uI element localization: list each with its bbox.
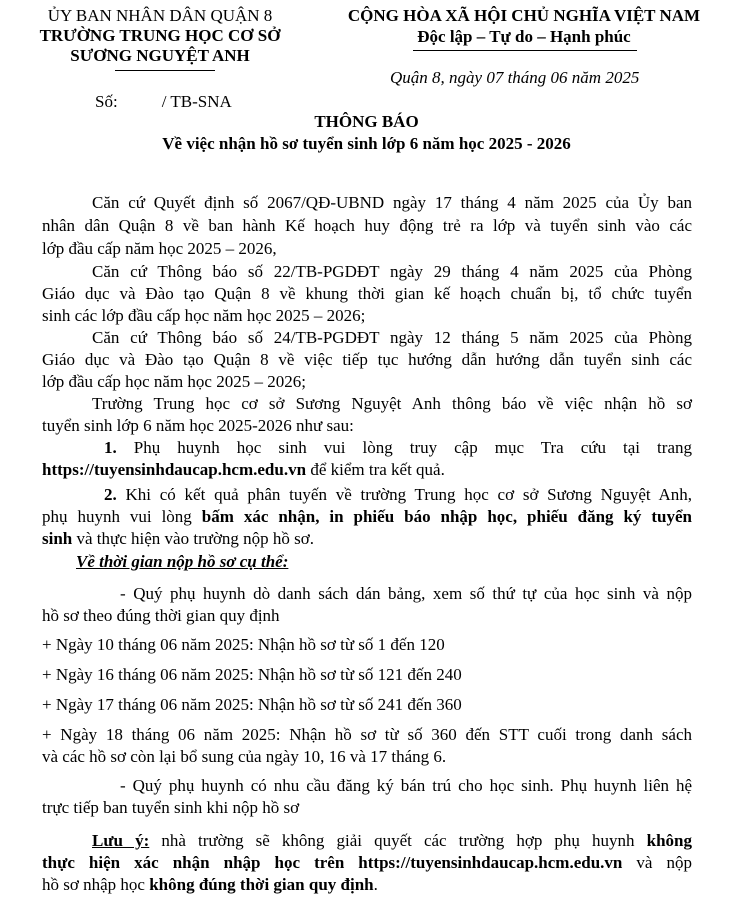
note-line-3-a: hồ sơ nhập học: [42, 875, 150, 894]
para-1-line-1: Căn cứ Quyết định số 2067/QĐ-UBND ngày 17 tháng 4 năm 2025 của Ủy ban: [92, 193, 692, 212]
doc-no-label: Số:: [95, 92, 118, 111]
notice-title: THÔNG BÁO: [314, 112, 419, 131]
item-2-text: Khi có kết quả phân tuyến về trường Trung học cơ sở Sương Nguyệt Anh,: [116, 485, 692, 504]
note-line-2-bold: thực hiện xác nhận nhập học trên https://tuyensinhdaucap.hcm.edu.vn: [42, 853, 623, 872]
item-2-line-3-a: và thực hiện vào trường nộp hồ sơ.: [72, 529, 315, 548]
item-1-number: 1.: [104, 438, 117, 457]
boarding-note-line-2: trực tiếp ban tuyển sinh khi nộp hồ sơ: [42, 798, 300, 817]
item-1-text: Phụ huynh học sinh vui lòng truy cập mục Tra cứu tại trang: [116, 438, 692, 457]
schedule-date-2: + Ngày 16 tháng 06 năm 2025: Nhận hồ sơ từ số 121 đến 240: [42, 665, 462, 684]
note-line-2-a: và nộp: [622, 853, 693, 872]
document-number: [95, 92, 232, 112]
item-2-line-3: [42, 528, 314, 549]
boarding-note-line-1: - Quý phụ huynh có nhu cầu đăng ký bán trú cho học sinh. Phụ huynh liên hệ: [120, 776, 692, 795]
item-1-line-2: [42, 459, 445, 480]
note-line-1: [92, 830, 692, 851]
org-line-3: SƯƠNG NGUYỆT ANH: [70, 46, 250, 65]
para-2-line-1: Căn cứ Thông báo số 22/TB-PGDĐT ngày 29 tháng 4 năm 2025 của Phòng: [92, 262, 692, 281]
item-2-line-2-bold: bấm xác nhận, in phiếu báo nhập học, phiếu đăng ký tuyển: [201, 507, 693, 526]
para-3-line-2: Giáo dục và Đào tạo Quận 8 về việc tiếp tục hướng dẫn hướng dẫn tuyển sinh các: [42, 350, 692, 369]
note-line-3-bold: không đúng thời gian quy định: [149, 875, 374, 894]
item-2-line-2: [42, 506, 692, 527]
para-1-line-3: lớp đầu cấp năm học 2025 – 2026,: [42, 239, 277, 258]
org-name: [10, 6, 310, 66]
para-3-line-1: Căn cứ Thông báo số 24/TB-PGDĐT ngày 12 tháng 5 năm 2025 của Phòng: [92, 328, 692, 347]
org-underline: [115, 70, 215, 71]
para-2-line-2: Giáo dục và Đào tạo Quận 8 về khung thời gian kế hoạch chuẩn bị, tổ chức tuyển: [42, 284, 692, 303]
schedule-note-1-line-1: - Quý phụ huynh dò danh sách dán bảng, xem số thứ tự của học sinh và nộp: [120, 584, 692, 603]
schedule-date-3: + Ngày 17 tháng 06 năm 2025: Nhận hồ sơ từ số 241 đến 360: [42, 695, 462, 714]
schedule-date-4-line-1: + Ngày 18 tháng 06 năm 2025: Nhận hồ sơ từ số 360 đến STT cuối trong danh sách: [42, 725, 692, 744]
note-line-3: [42, 874, 378, 895]
notice-subtitle: Về việc nhận hồ sơ tuyển sinh lớp 6 năm học 2025 - 2026: [162, 134, 571, 153]
item-1-tail: để kiểm tra kết quả.: [306, 460, 445, 479]
org-line-1: ỦY BAN NHÂN DÂN QUẬN 8: [47, 6, 273, 25]
para-3-line-3: lớp đầu cấp học năm học 2025 – 2026;: [42, 372, 306, 391]
schedule-heading: Về thời gian nộp hồ sơ cụ thể:: [76, 552, 289, 571]
note-line-1-a: nhà trường sẽ không giải quyết các trường hợp phụ huynh: [149, 831, 647, 850]
org-line-2: TRƯỜNG TRUNG HỌC CƠ SỞ: [39, 26, 281, 45]
item-2-line-3-bold: sinh: [42, 529, 73, 548]
schedule-date-4-line-2: và các hồ sơ còn lại bổ sung của ngày 10, 16 và 17 tháng 6.: [42, 747, 447, 766]
item-2-line-1: [104, 484, 692, 505]
document-date: Quận 8, ngày 07 tháng 06 năm 2025: [390, 68, 640, 87]
lookup-url[interactable]: https://tuyensinhdaucap.hcm.edu.vn: [42, 460, 307, 479]
note-line-2: [42, 852, 692, 873]
para-4-line-2: tuyển sinh lớp 6 năm học 2025-2026 như sau:: [42, 416, 354, 435]
note-line-3-end: .: [373, 875, 378, 894]
para-2-line-3: sinh các lớp đầu cấp học năm học 2025 – 2026;: [42, 306, 366, 325]
nation-motto: Độc lập – Tự do – Hạnh phúc: [417, 27, 631, 46]
item-2-number: 2.: [104, 485, 117, 504]
motto-underline: [413, 50, 637, 51]
note-line-1-bold: không: [646, 831, 692, 850]
schedule-note-1-line-2: hồ sơ theo đúng thời gian quy định: [42, 606, 280, 625]
item-1-line-1: [104, 437, 692, 458]
item-2-line-2-a: phụ huynh vui lòng: [42, 507, 202, 526]
para-1-line-2: nhân dân Quận 8 về ban hành Kế hoạch huy động trẻ ra lớp và tuyển sinh vào các: [42, 216, 692, 235]
schedule-date-1: + Ngày 10 tháng 06 năm 2025: Nhận hồ sơ từ số 1 đến 120: [42, 635, 445, 654]
para-4-line-1: Trường Trung học cơ sở Sương Nguyệt Anh thông báo về việc nhận hồ sơ: [92, 394, 692, 413]
nation-title: CỘNG HÒA XÃ HỘI CHỦ NGHĨA VIỆT NAM: [347, 6, 701, 25]
note-label: Lưu ý:: [92, 831, 150, 850]
doc-no-value: / TB-SNA: [161, 92, 232, 111]
